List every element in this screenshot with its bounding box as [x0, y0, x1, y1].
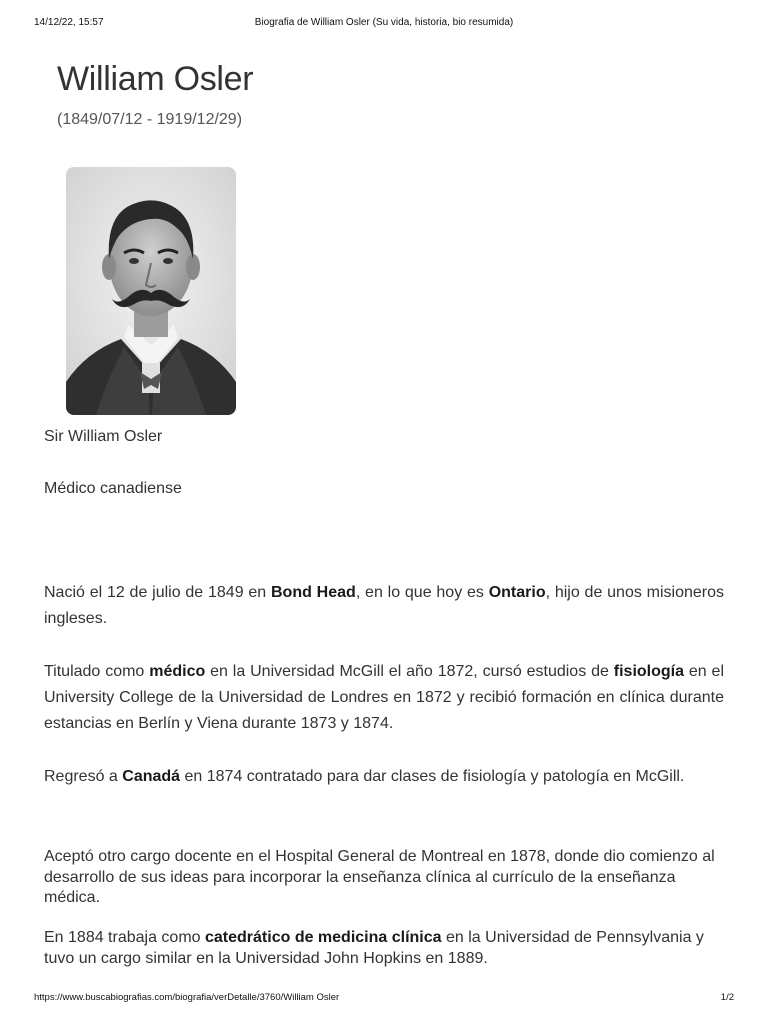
bold-term: Bond Head [271, 584, 356, 601]
paragraph-montreal [44, 847, 724, 909]
print-footer [34, 992, 734, 1006]
text-span: , hijo de unos misioneros ingleses. [44, 584, 724, 627]
text-span: En 1884 trabaja como [44, 929, 205, 946]
text-span: Regresó a [44, 768, 123, 785]
text-span: en el University College de la Universidad de Londres en 1872 y recibió formación en clínica durante estancias en Berlín y Viena durante 1873 y 1874. [44, 663, 725, 732]
person-name: William Osler [57, 60, 254, 98]
text-span: Titulado como [44, 663, 150, 680]
paragraph-pennsylvania [44, 928, 724, 969]
bold-term: Canadá [122, 768, 181, 785]
text-span: en la Universidad de Pennsylvania y tuvo un cargo similar en la Universidad John Hopkins en 1889. [44, 929, 704, 967]
text-span: en 1874 contratado para dar clases de fisiología y patología en McGill. [180, 768, 685, 785]
bold-term: Ontario [488, 584, 546, 601]
print-datetime: 14/12/22, 15:57 [34, 17, 104, 28]
text-span: , en lo que hoy es [355, 584, 489, 601]
portrait-illustration [66, 167, 236, 415]
paragraph-return [44, 764, 724, 790]
print-url: https://www.buscabiografias.com/biografia/verDetalle/3760/William Osler [34, 992, 340, 1003]
text-span: Nació el 12 de julio de 1849 en [44, 584, 271, 601]
text-span: en la Universidad McGill el año 1872, cursó estudios de [205, 663, 614, 680]
page-number: 1/2 [720, 992, 734, 1003]
print-header [34, 17, 734, 31]
life-dates: (1849/07/12 - 1919/12/29) [57, 111, 243, 128]
text-span: Aceptó otro cargo docente en el Hospital General de Montreal en 1878, donde dio comienzo al desarrollo de sus ideas para incorporar la enseñanza clínica al currículo de la enseñanza médica. [44, 848, 715, 906]
bold-term: catedrático de medicina clínica [205, 929, 442, 946]
print-document-title: Biografia de William Osler (Su vida, historia, bio resumida) [254, 17, 514, 28]
portrait-photo [66, 167, 236, 415]
bold-term: fisiología [613, 663, 684, 680]
full-name: Sir William Osler [44, 428, 163, 445]
paragraph-education [44, 659, 724, 737]
paragraph-birth [44, 580, 724, 632]
occupation: Médico canadiense [44, 480, 182, 497]
bold-term: médico [149, 663, 206, 680]
